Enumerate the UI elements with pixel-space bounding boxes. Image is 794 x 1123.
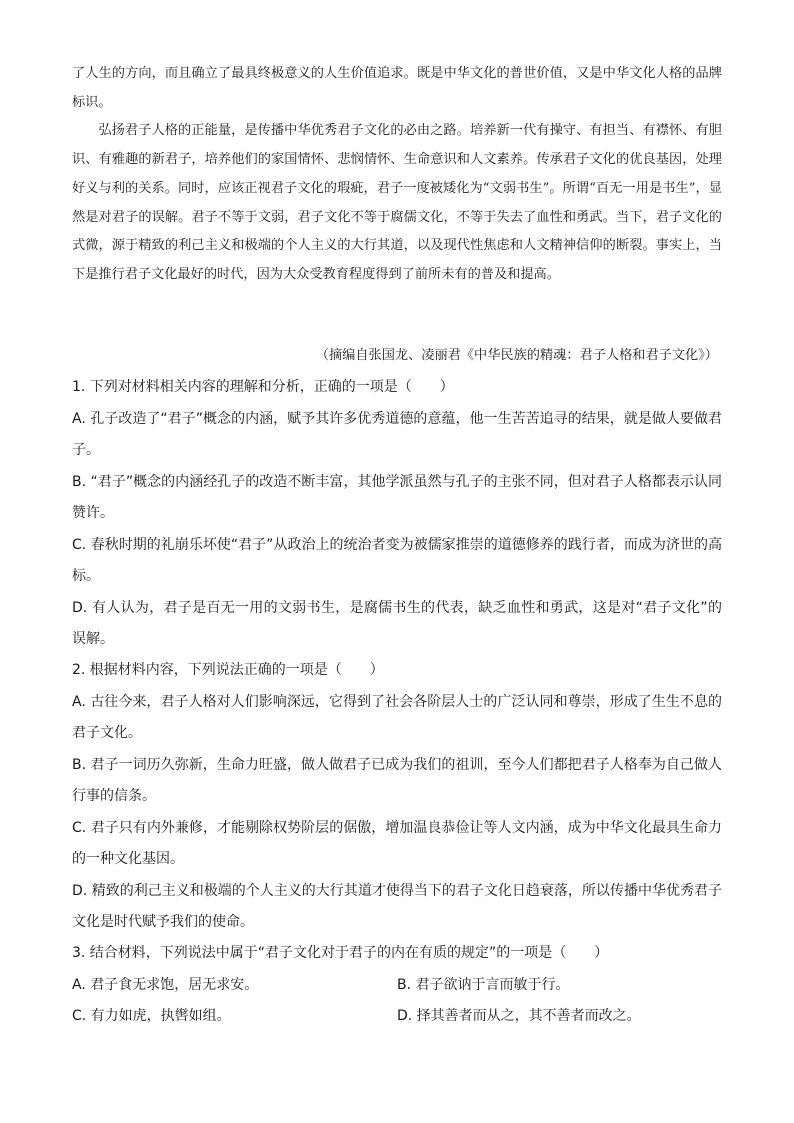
passage-paragraph-1: 了人生的方向，而且确立了最具终极意义的人生价值追求。既是中华文化的普世价值，又是中华文化人格的品牌标识。 xyxy=(72,66,722,110)
passage-source-citation: （摘编自张国龙、凌丽君《中华民族的精魂：君子人格和君子文化》） xyxy=(315,348,718,363)
question-3-option-a: A. 君子食无求饱，居无求安。 xyxy=(72,976,259,993)
question-2-option-c: C. 君子只有内外兼修，才能剔除权势阶层的倨傲，增加温良恭俭让等人文内涵，成为中华文化最具生命力的一种文化基因。 xyxy=(72,819,722,867)
reading-passage xyxy=(72,60,722,290)
question-2-stem: 2. 根据材料内容，下列说法正确的一项是（ ） xyxy=(72,662,384,678)
question-2-option-b: B. 君子一词历久弥新，生命力旺盛，做人做君子已成为我们的祖训，至今人们都把君子人格奉为自己做人行事的信条。 xyxy=(72,756,722,804)
question-2-option-a: A. 古往今来，君子人格对人们影响深远，它得到了社会各阶层人士的广泛认同和尊崇，形成了生生不息的君子文化。 xyxy=(72,693,722,741)
question-1-option-b: B. “君子”概念的内涵经孔子的改造不断丰富，其他学派虽然与孔子的主张不同，但对君子人格都表示认同赞许。 xyxy=(72,473,722,521)
question-1-option-c: C. 春秋时期的礼崩乐坏使“君子”从政治上的统治者变为被儒家推崇的道德修养的践行者，而成为济世的高标。 xyxy=(72,536,722,584)
question-3-stem: 3. 结合材料，下列说法中属于“君子文化对于君子的内在有质的规定”的一项是（ ） xyxy=(72,945,609,961)
question-3-option-d: D. 择其善者而从之，其不善者而改之。 xyxy=(397,1008,641,1024)
question-1-option-d: D. 有人认为，君子是百无一用的文弱书生，是腐儒书生的代表，缺乏血性和勇武，这是对“君子文化”的误解。 xyxy=(72,599,722,647)
question-2-option-d: D. 精致的利己主义和极端的个人主义的大行其道才使得当下的君子文化日趋衰落，所以传播中华优秀君子文化是时代赋予我们的使命。 xyxy=(72,882,722,930)
question-3-options-row-1 xyxy=(72,970,722,1002)
question-3 xyxy=(72,938,722,1033)
question-1 xyxy=(72,372,722,656)
question-1-stem: 1. 下列对材料相关内容的理解和分析，正确的一项是（ ） xyxy=(72,379,454,395)
passage-paragraph-2: 弘扬君子人格的正能量，是传播中华优秀君子文化的必由之路。培养新一代有操守、有担当、有襟怀、有胆识、有雅趣的新君子，培养他们的家国情怀、悲悯情怀、生命意识和人文素养。传承君子文化的优良基因，处理好义与利的关系。同时，应该正视君子文化的瑕疵，君子一度被矮化为“文弱书生”。所谓“百无一用是书生”，显然是对君子的误解。君子不等于文弱，君子文化不等于腐儒文化，不等于失去了血性和勇武。当下，君子文化的式微，源于精致的利己主义和极端的个人主义的大行其道，以及现代性焦虑和人文精神信仰的断裂。事实上，当下是推行君子文化最好的时代，因为大众受教育程度得到了前所未有的普及和提高。 xyxy=(72,123,722,282)
question-3-option-c: C. 有力如虎，执辔如组。 xyxy=(72,1008,231,1024)
question-3-options-row-2 xyxy=(72,1001,722,1033)
question-1-option-a: A. 孔子改造了“君子”概念的内涵，赋予其许多优秀道德的意蕴，他一生苦苦追寻的结果，就是做人要做君子。 xyxy=(72,410,722,458)
question-2 xyxy=(72,655,722,939)
question-3-option-b: B. 君子欲讷于言而敏于行。 xyxy=(397,976,570,993)
